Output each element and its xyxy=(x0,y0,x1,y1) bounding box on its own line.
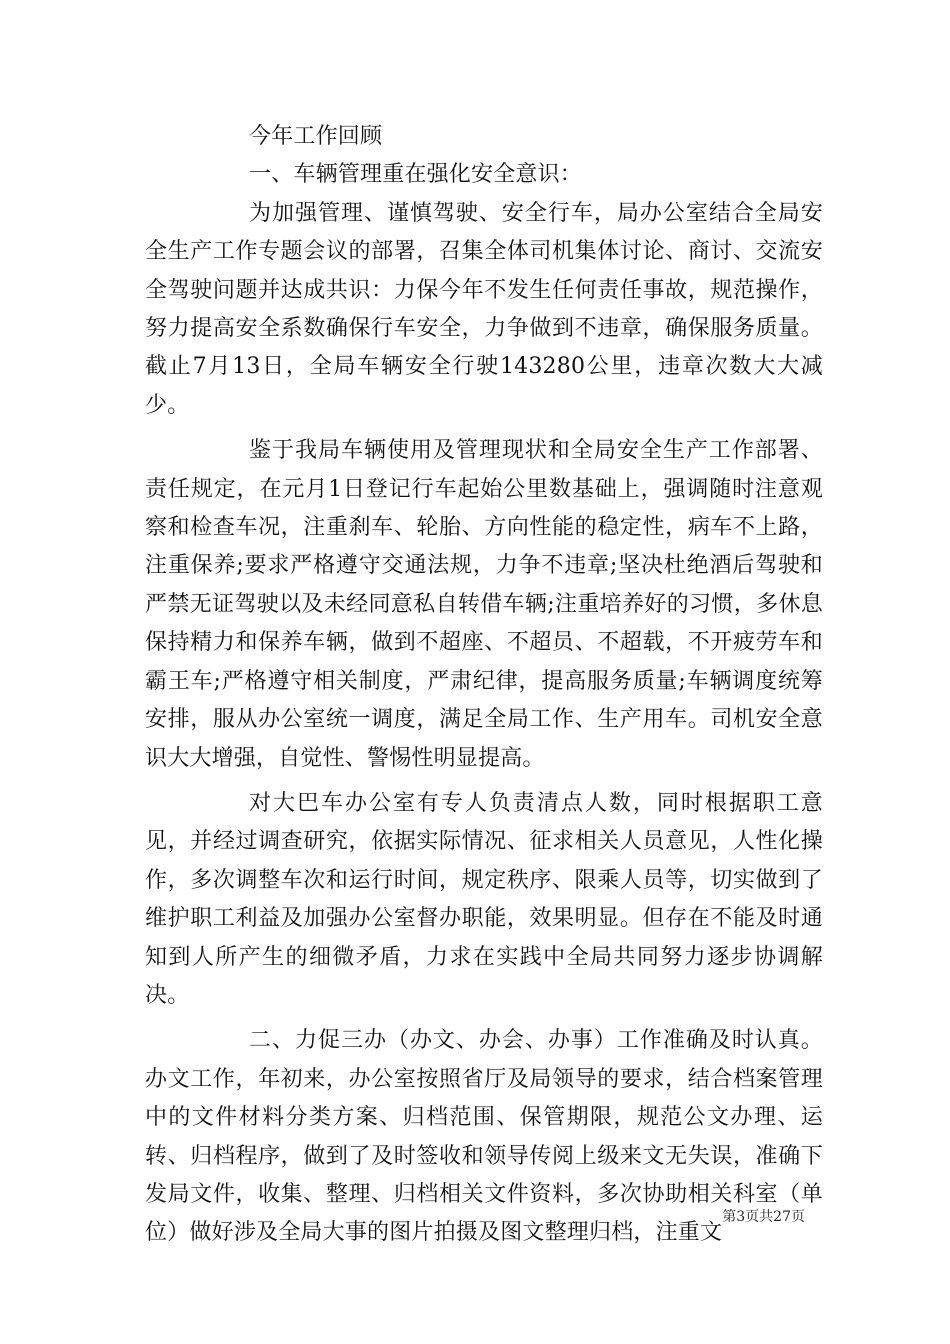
paragraph: 对大巴车办公室有专人负责清点人数，同时根据职工意见，并经过调查研究，依据实际情况、征求相关人员意见，人性化操作，多次调整车次和运行时间，规定秩序、限乘人员等，切实做到了维护职工利益及加强办公室督办职能，效果明显。但存在不能及时通知到人所产生的细微矛盾，力求在实践中全局共同努力逐步协调解决。 xyxy=(145,790,823,1008)
paragraph: 为加强管理、谨慎驾驶、安全行车，局办公室结合全局安全生产工作专题会议的部署，召集全体司机集体讨论、商讨、交流安全驾驶问题并达成共识：力保今年不发生任何责任事故，规范操作，努力提高安全系数确保行车安全，力争做到不违章，确保服务质量。截止7月13日，全局车辆安全行驶143280公里，违章次数大大减少。 xyxy=(145,200,823,418)
paragraph: 二、力促三办（办文、办会、办事）工作准确及时认真。办文工作，年初来，办公室按照省厅及局领导的要求，结合档案管理中的文件材料分类方案、归档范围、保管期限，规范公文办理、运转、归档程序，做到了及时签收和领导传阅上级来文无失误，准确下发局文件，收集、整理、归档相关文件资料，多次协助相关科室（单位）做好涉及全局大事的图片拍摄及图文整理归档，注重文 xyxy=(145,1028,823,1246)
section-heading: 一、车辆管理重在强化安全意识： xyxy=(249,162,583,188)
paragraph: 鉴于我局车辆使用及管理现状和全局安全生产工作部署、责任规定，在元月1日登记行车起始公里数基础上，强调随时注意观察和检查车况，注重刹车、轮胎、方向性能的稳定性，病车不上路，注重保养;要求严格遵守交通法规，力争不违章;坚决杜绝酒后驾驶和严禁无证驾驶以及未经同意私自转借车辆;注重培养好的习惯，多休息保持精力和保养车辆，做到不超座、不超员、不超载，不开疲劳车和霸王车;严格遵守相关制度，严肃纪律，提高服务质量;车辆调度统筹安排，服从办公室统一调度，满足全局工作、生产用车。司机安全意识大大增强，自觉性、警惕性明显提高。 xyxy=(145,438,823,771)
page-number: 第3页共27页 xyxy=(722,1209,805,1225)
document-title: 今年工作回顾 xyxy=(249,124,383,149)
document-body xyxy=(145,118,823,1253)
